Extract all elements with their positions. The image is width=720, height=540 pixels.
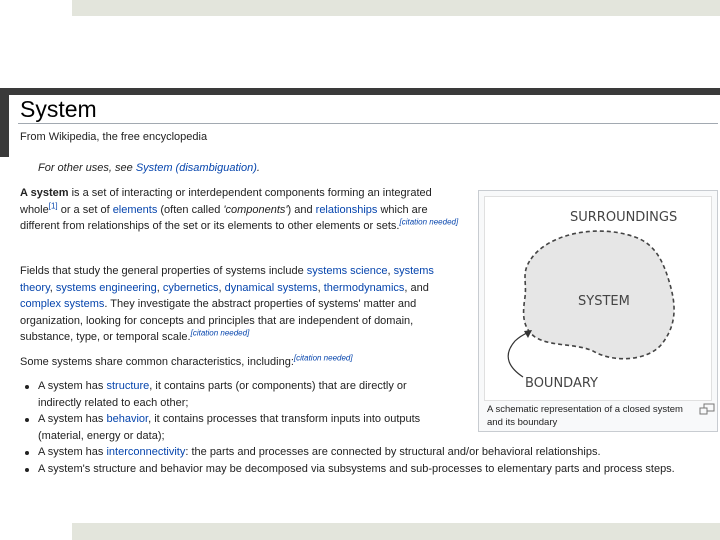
- structure-link[interactable]: structure: [106, 380, 150, 392]
- text-run: (often called: [157, 203, 224, 216]
- text-run: is a set of interacting or interdependent components forming an integrated whole: [20, 187, 432, 216]
- text-run: A system has: [38, 380, 107, 392]
- cybernetics-link[interactable]: cybernetics: [162, 281, 219, 294]
- text-run: ,: [156, 281, 163, 294]
- text-run: , it contains processes that transform inputs into outputs (material, energy or data);: [38, 413, 421, 442]
- fields-paragraph: [20, 263, 467, 346]
- list-item: [20, 378, 453, 411]
- magnify-clip-icon[interactable]: [699, 403, 715, 415]
- relationships-link[interactable]: relationships: [315, 203, 378, 216]
- bold-term: A system: [20, 187, 69, 199]
- text-run: Fields that study the general properties of systems include: [20, 265, 307, 277]
- text-run: ,: [387, 265, 394, 277]
- thermodynamics-link[interactable]: thermodynamics: [323, 281, 405, 294]
- text-run: ,: [317, 281, 324, 294]
- characteristics-intro: [20, 354, 467, 371]
- disambiguation-link[interactable]: System (disambiguation): [135, 162, 257, 174]
- site-tagline: From Wikipedia, the free encyclopedia: [20, 131, 208, 143]
- reference-1-link[interactable]: [1]: [48, 200, 58, 210]
- text-run: A system has: [38, 413, 107, 425]
- systems-science-link[interactable]: systems science: [306, 265, 388, 277]
- text-run: ,: [218, 281, 225, 294]
- text-run: : the parts and processes are connected by structural and/or behavioral relationships.: [185, 446, 601, 458]
- interconnectivity-link[interactable]: interconnectivity: [106, 446, 186, 458]
- top-decor-band: [72, 0, 720, 16]
- text-run: , it contains parts (or components) that are directly or indirectly related to each other;: [38, 380, 407, 409]
- text-run: or a set of: [57, 203, 113, 216]
- italic-term: 'components': [223, 203, 288, 216]
- text-run: ) and: [287, 203, 316, 216]
- text-run: which are different from relationships of the set or its elements to other elements or sets.: [20, 203, 428, 232]
- text-run: Some systems share common characteristics, including:: [20, 356, 294, 368]
- hatnote-prefix: For other uses, see: [38, 162, 136, 174]
- hatnote: [38, 162, 260, 174]
- page-title: System: [20, 96, 97, 122]
- systems-theory-link[interactable]: systems theory: [20, 265, 434, 294]
- intro-paragraph: [20, 185, 467, 235]
- citation-needed-link[interactable]: [citation needed]: [293, 353, 353, 363]
- list-item: [20, 444, 705, 461]
- bottom-decor-band: [72, 523, 720, 540]
- system-diagram: [485, 197, 711, 400]
- text-run: . They investigate the abstract properties of systems' matter and organization, looking for concepts and principles that are independent of domain, substance, type, or temporal scale.: [20, 298, 417, 343]
- header-dark-bar: [0, 88, 720, 95]
- citation-needed-link[interactable]: [citation needed]: [190, 328, 250, 338]
- text-run: , and: [404, 281, 429, 294]
- figure-thumbnail: [478, 190, 718, 432]
- text-run: A system has: [38, 446, 107, 458]
- list-item: [20, 461, 705, 478]
- title-divider: [18, 123, 718, 124]
- dynamical-systems-link[interactable]: dynamical systems: [224, 281, 318, 294]
- behavior-link[interactable]: behavior: [106, 413, 149, 425]
- figure-caption: A schematic representation of a closed system and its boundary: [487, 404, 683, 428]
- complex-systems-link[interactable]: complex systems: [20, 298, 105, 310]
- boundary-arrow: [508, 331, 531, 377]
- article-content: [0, 95, 720, 523]
- hatnote-suffix: .: [256, 162, 260, 174]
- elements-link[interactable]: elements: [112, 203, 158, 216]
- systems-engineering-link[interactable]: systems engineering: [55, 281, 157, 294]
- citation-needed-link[interactable]: [citation needed]: [399, 217, 459, 227]
- boundary-label: BOUNDARY: [525, 376, 598, 391]
- list-item: [20, 411, 453, 444]
- system-diagram-image[interactable]: [484, 196, 712, 401]
- system-label: SYSTEM: [578, 294, 630, 309]
- text-run: ,: [49, 281, 56, 294]
- text-run: A system's structure and behavior may be decomposed via subsystems and sub-processes to elementary parts and process steps.: [38, 462, 675, 475]
- surroundings-label: SURROUNDINGS: [570, 210, 678, 225]
